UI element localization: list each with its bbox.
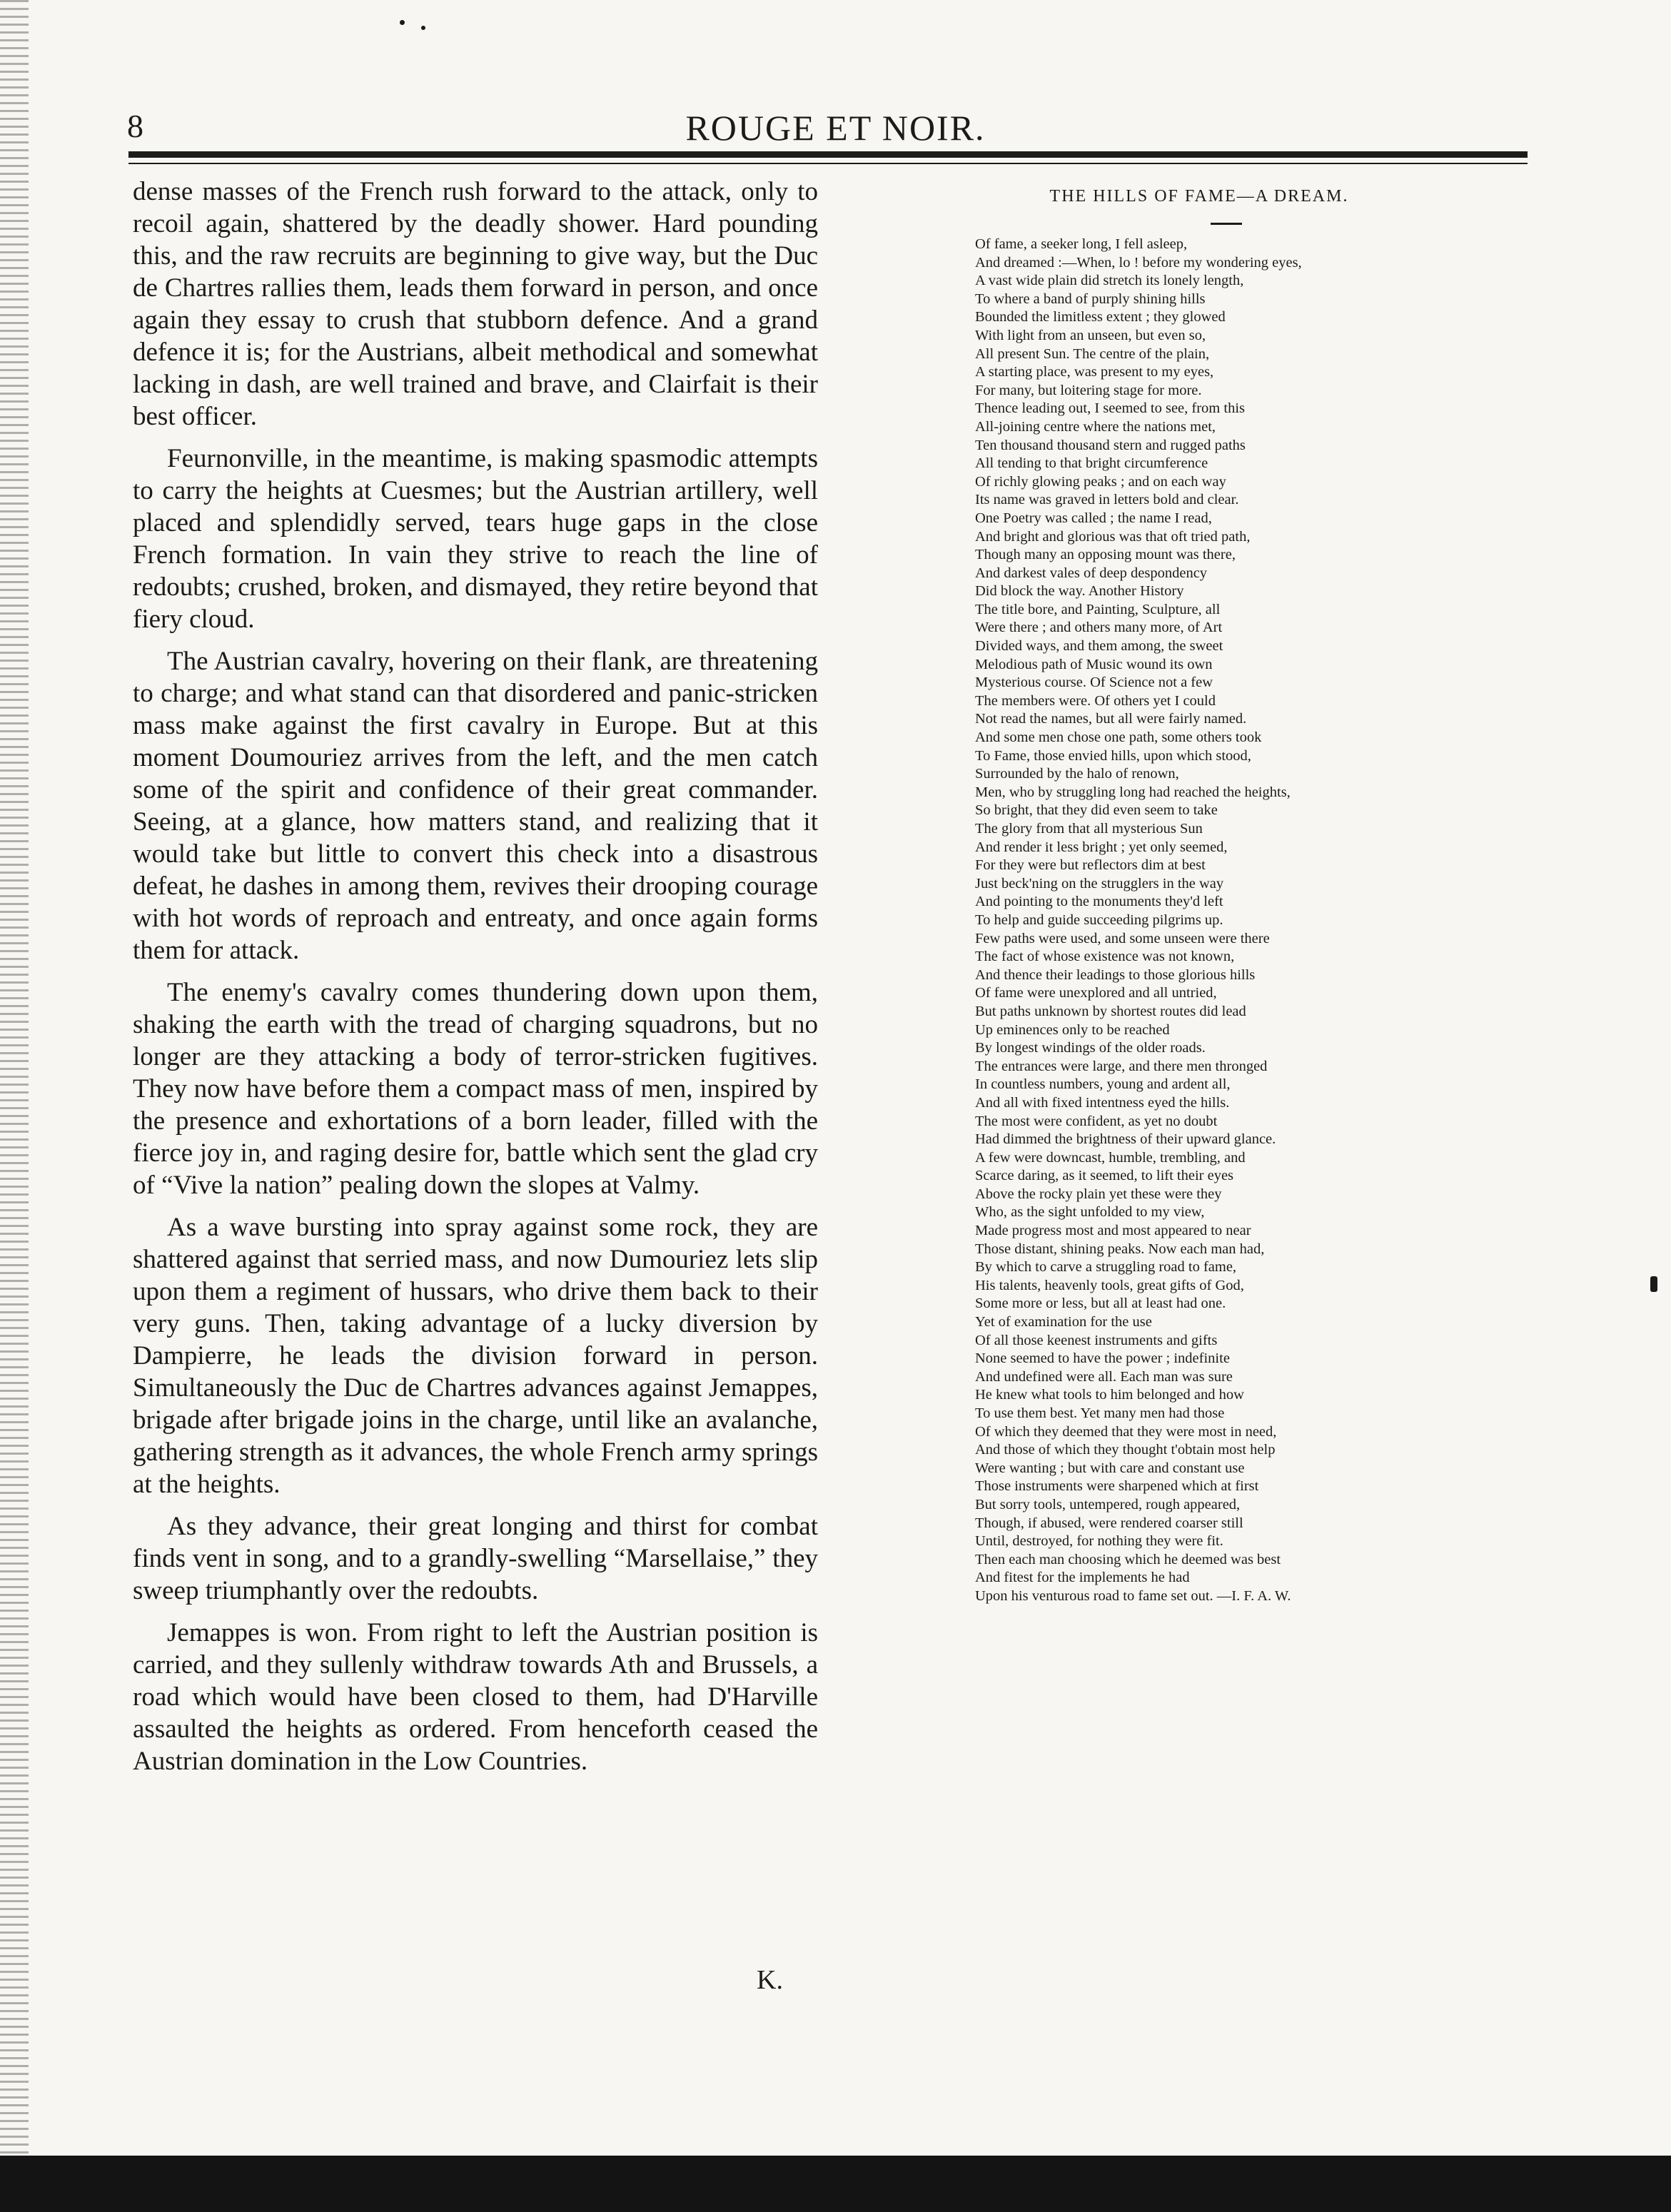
poem-line: Who, as the sight unfolded to my view, bbox=[975, 1204, 1205, 1221]
poem-line: And dreamed :—When, lo ! before my wondering eyes, bbox=[975, 254, 1302, 271]
poem-line: Were there ; and others many more, of Art bbox=[975, 620, 1223, 636]
poem-line: And bright and glorious was that oft tried path, bbox=[975, 528, 1251, 545]
ink-spot bbox=[1650, 1276, 1657, 1292]
poem-line: Just beck'ning on the strugglers in the way bbox=[975, 875, 1224, 892]
prose-paragraph: The Austrian cavalry, hovering on their flank, are threatening to charge; and what stand can that disordered and panic-stricken mass make against the first cavalry in Europe. But at this moment Doumouriez arrives from the left, and the men catch some of the spirit and confidence of their great commander. Seeing, at a glance, how matters stand, and realizing that it would take but little to convert this check into a disastrous defeat, he dashes in among them, revives their drooping courage with hot words of reproach and entreaty, and once again forms them for attack. bbox=[133, 647, 818, 965]
poem-line: Above the rocky plain yet these were they bbox=[975, 1186, 1222, 1202]
poem-line: The members were. Of others yet I could bbox=[975, 692, 1216, 709]
poem-line: The most were confident, as yet no doubt bbox=[975, 1113, 1218, 1129]
poem-line: So bright, that they did even seem to take bbox=[975, 802, 1218, 819]
prose-paragraph: Jemappes is won. From right to left the Austrian position is carried, and they sullenly withdraw towards Ath and Brussels, a road which would have been closed to them, had D'Harville assaulted the heights as ordered. From henceforth ceased the Austrian domination in the Low Countries. bbox=[133, 1618, 818, 1776]
poem-line: Divided ways, and them among, the sweet bbox=[975, 638, 1223, 655]
poem-line: Up eminences only to be reached bbox=[975, 1021, 1170, 1038]
poem-line: In countless numbers, young and ardent all, bbox=[975, 1076, 1231, 1093]
poem-line: Few paths were used, and some unseen were there bbox=[975, 930, 1270, 946]
poem-line: To use them best. Yet many men had those bbox=[975, 1405, 1225, 1421]
poem-line: The entrances were large, and there men thronged bbox=[975, 1058, 1268, 1074]
ink-spot bbox=[421, 26, 425, 30]
poem-line: Yet of examination for the use bbox=[975, 1314, 1152, 1330]
poem-line: One Poetry was called ; the name I read, bbox=[975, 510, 1212, 526]
poem-line: Those instruments were sharpened which at first bbox=[975, 1478, 1259, 1495]
header-rule-thin bbox=[128, 163, 1528, 164]
poem-line: But sorry tools, untempered, rough appeared, bbox=[975, 1496, 1241, 1512]
poem-line: And those of which they thought t'obtain most help bbox=[975, 1442, 1276, 1458]
ink-spot bbox=[400, 20, 405, 25]
poem-line: He knew what tools to him belonged and how bbox=[975, 1387, 1244, 1403]
poem-title-rule bbox=[1211, 223, 1242, 225]
prose-column bbox=[133, 176, 818, 1787]
poem-line: Ten thousand thousand stern and rugged paths bbox=[975, 437, 1246, 453]
prose-paragraph: The enemy's cavalry comes thundering down upon them, shaking the earth with the tread of charging squadrons, but no longer are they attacking a body of terror-stricken fugitives. They now have before them a compact mass of men, inspired by the presence and exhortations of a born leader, filled with the fierce joy in, and raging desire for, battle which sent the glad cry of “Vive la nation” pealing down the slopes at Valmy. bbox=[133, 978, 818, 1200]
poem-line: A few were downcast, humble, trembling, and bbox=[975, 1149, 1246, 1166]
poem-line: And darkest vales of deep despondency bbox=[975, 565, 1208, 581]
prose-paragraph: Feurnonville, in the meantime, is making spasmodic attempts to carry the heights at Cuesmes; but the Austrian artillery, well placed and splendidly served, tears huge gaps in the close French formation. In vain they strive to reach the line of redoubts; crushed, broken, and dismayed, they retire beyond that fiery cloud. bbox=[133, 444, 818, 634]
poem-line: The fact of whose existence was not known, bbox=[975, 949, 1235, 965]
poem-line: For many, but loitering stage for more. bbox=[975, 382, 1202, 398]
poem-line: And pointing to the monuments they'd left bbox=[975, 894, 1223, 910]
prose-paragraph: dense masses of the French rush forward to the attack, only to recoil again, shattered by the deadly shower. Hard pounding this, and the raw recruits are beginning to give way, but the Duc de Chartres rallies them, leads them forward in person, and once again they essay to crush that stubborn defence. And a grand defence it is; for the Austrians, albeit methodical and somewhat lacking in dash, are well trained and brave, and Clairfait is their best officer. bbox=[133, 177, 818, 431]
poem-line: And thence their leadings to those glorious hills bbox=[975, 966, 1256, 983]
poem-line: Then each man choosing which he deemed was best bbox=[975, 1551, 1281, 1567]
poem-line: Of fame, a seeker long, I fell asleep, bbox=[975, 236, 1188, 252]
poem-line: And all with fixed intentness eyed the hills. bbox=[975, 1094, 1230, 1111]
poem-line: But paths unknown by shortest routes did lead bbox=[975, 1003, 1246, 1019]
poem-line: By which to carve a struggling road to fame, bbox=[975, 1259, 1237, 1276]
poem-line: A starting place, was present to my eyes, bbox=[975, 364, 1214, 380]
poem-line: Not read the names, but all were fairly named. bbox=[975, 711, 1247, 727]
poem-line: Though, if abused, were rendered coarser still bbox=[975, 1515, 1243, 1531]
poem-line: Its name was graved in letters bold and clear. bbox=[975, 492, 1239, 508]
header-rule-thick bbox=[128, 151, 1528, 158]
poem-line: Those distant, shining peaks. Now each man had, bbox=[975, 1241, 1265, 1257]
poem-line: By longest windings of the older roads. bbox=[975, 1040, 1206, 1056]
poem-line: Scarce daring, as it seemed, to lift their eyes bbox=[975, 1168, 1234, 1184]
poem-line: Were wanting ; but with care and constant use bbox=[975, 1460, 1245, 1476]
poem-title: THE HILLS OF FAME—A DREAM. bbox=[1049, 187, 1349, 206]
poem-line: The glory from that all mysterious Sun bbox=[975, 821, 1203, 837]
poem-column bbox=[975, 236, 1518, 1606]
poem-line: His talents, heavenly tools, great gifts of God, bbox=[975, 1277, 1244, 1293]
poem-line: Of richly glowing peaks ; and on each way bbox=[975, 473, 1226, 490]
poem-line: Upon his venturous road to fame set out. —I. F. A. W. bbox=[975, 1587, 1291, 1604]
poem-line: Though many an opposing mount was there, bbox=[975, 547, 1236, 563]
poem-line: Bounded the limitless extent ; they glowed bbox=[975, 309, 1226, 325]
poem-line: Of all those keenest instruments and gifts bbox=[975, 1332, 1218, 1348]
poem-line: With light from an unseen, but even so, bbox=[975, 327, 1206, 343]
poem-line: Surrounded by the halo of renown, bbox=[975, 766, 1179, 782]
poem-line: Some more or less, but all at least had one. bbox=[975, 1296, 1226, 1312]
poem-line: A vast wide plain did stretch its lonely length, bbox=[975, 273, 1244, 289]
poem-line: Had dimmed the brightness of their upward glance. bbox=[975, 1131, 1276, 1148]
poem-line: And render it less bright ; yet only seemed, bbox=[975, 839, 1228, 855]
poem-line: For they were but reflectors dim at best bbox=[975, 857, 1206, 874]
poem-line: Melodious path of Music wound its own bbox=[975, 656, 1213, 672]
poem-line: Did block the way. Another History bbox=[975, 583, 1184, 600]
running-title: ROUGE ET NOIR. bbox=[685, 108, 986, 148]
prose-paragraph: As they advance, their great longing and thirst for combat finds vent in song, and to a grandly-swelling “Marsellaise,” they sweep triumphantly over the redoubts. bbox=[133, 1512, 818, 1605]
article-signature: K. bbox=[757, 1965, 783, 1995]
poem-line: Of fame were unexplored and all untried, bbox=[975, 985, 1217, 1001]
poem-line: None seemed to have the power ; indefinite bbox=[975, 1350, 1230, 1367]
poem-line: And some men chose one path, some others took bbox=[975, 729, 1262, 746]
poem-line: Until, destroyed, for nothing they were fit. bbox=[975, 1533, 1223, 1550]
page-number: 8 bbox=[127, 108, 143, 144]
poem-line: All-joining centre where the nations met, bbox=[975, 418, 1216, 435]
poem-line: All present Sun. The centre of the plain, bbox=[975, 345, 1210, 362]
poem-line: To help and guide succeeding pilgrims up. bbox=[975, 911, 1223, 928]
scanned-left-margin bbox=[0, 0, 29, 2212]
poem-line: To Fame, those envied hills, upon which stood, bbox=[975, 747, 1251, 764]
poem-line: The title bore, and Painting, Sculpture, all bbox=[975, 601, 1221, 617]
poem-line: Thence leading out, I seemed to see, from this bbox=[975, 400, 1245, 417]
poem-line: Made progress most and most appeared to near bbox=[975, 1223, 1251, 1239]
poem-line: To where a band of purply shining hills bbox=[975, 291, 1206, 307]
poem-line: All tending to that bright circumference bbox=[975, 455, 1208, 472]
poem-line: Men, who by struggling long had reached the heights, bbox=[975, 784, 1291, 800]
poem-line: Mysterious course. Of Science not a few bbox=[975, 675, 1213, 691]
poem-line: And fitest for the implements he had bbox=[975, 1570, 1190, 1586]
prose-paragraph: As a wave bursting into spray against some rock, they are shattered against that serried mass, and now Dumouriez lets slip upon them a regiment of hussars, who drive them back to their very guns. Then, taking advantage of a lucky diversion by Dampierre, he leads the division forward in person. Simultaneously the Duc de Chartres advances against Jemappes, brigade after brigade joins in the charge, until like an avalanche, gathering strength as it advances, the whole French army springs at the heights. bbox=[133, 1213, 818, 1499]
poem-line: And undefined were all. Each man was sure bbox=[975, 1368, 1233, 1385]
scan-bottom-border bbox=[0, 2156, 1671, 2212]
poem-line: Of which they deemed that they were most in need, bbox=[975, 1423, 1277, 1440]
